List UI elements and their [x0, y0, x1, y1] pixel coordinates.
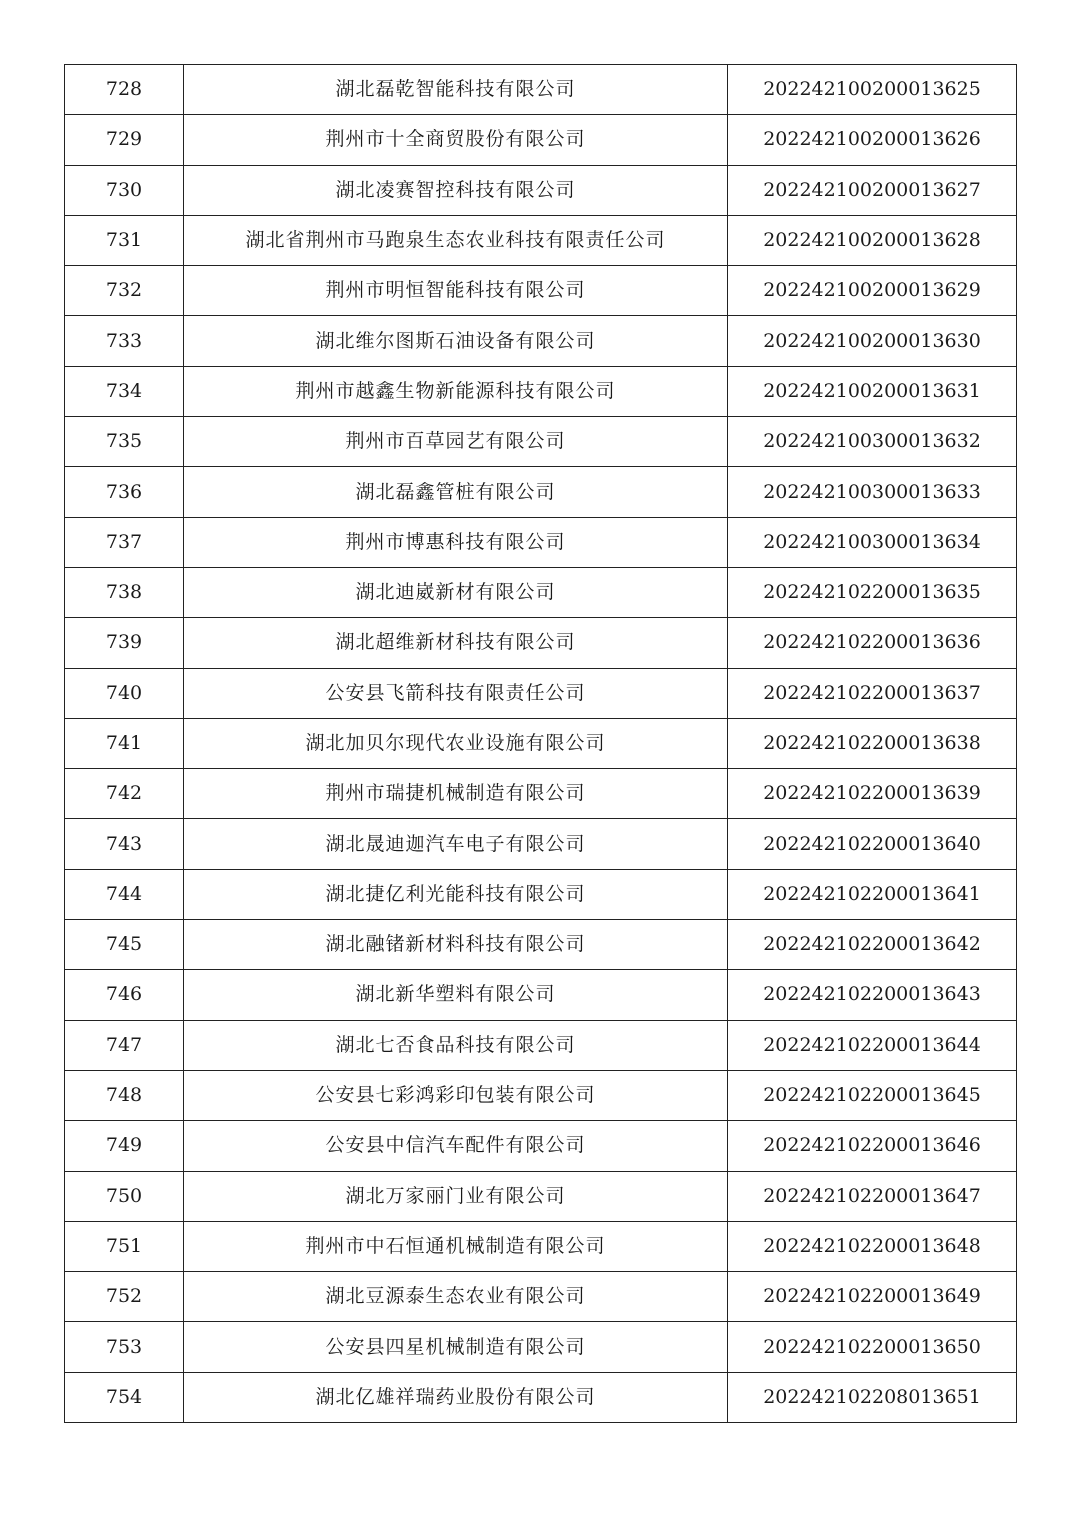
sequence-number-cell: 747 — [65, 1020, 184, 1070]
registration-code-cell: 202242102200013640 — [728, 819, 1017, 869]
registration-code-cell: 202242102200013647 — [728, 1171, 1017, 1221]
registration-code-cell: 202242102200013635 — [728, 567, 1017, 617]
table-row — [65, 718, 1017, 768]
registration-code-cell: 202242102200013650 — [728, 1322, 1017, 1372]
sequence-number-cell: 737 — [65, 517, 184, 567]
registration-code-cell: 202242102200013645 — [728, 1070, 1017, 1120]
table-row — [65, 1020, 1017, 1070]
registration-code-cell: 202242102200013646 — [728, 1121, 1017, 1171]
sequence-number-cell: 741 — [65, 718, 184, 768]
table-row — [65, 1070, 1017, 1120]
table-row — [65, 215, 1017, 265]
sequence-number-cell: 728 — [65, 65, 184, 115]
company-name-cell: 湖北磊鑫管桩有限公司 — [184, 467, 728, 517]
company-name-cell: 公安县飞箭科技有限责任公司 — [184, 668, 728, 718]
registration-code-cell: 202242102200013643 — [728, 970, 1017, 1020]
registration-code-cell: 202242102200013637 — [728, 668, 1017, 718]
company-name-cell: 荆州市博惠科技有限公司 — [184, 517, 728, 567]
table-row — [65, 115, 1017, 165]
registration-code-cell: 202242100200013630 — [728, 316, 1017, 366]
table-row — [65, 819, 1017, 869]
sequence-number-cell: 743 — [65, 819, 184, 869]
registration-code-cell: 202242100200013629 — [728, 266, 1017, 316]
registration-code-cell: 202242100200013627 — [728, 165, 1017, 215]
sequence-number-cell: 748 — [65, 1070, 184, 1120]
registration-code-cell: 202242100200013628 — [728, 215, 1017, 265]
registration-code-cell: 202242102200013638 — [728, 718, 1017, 768]
company-name-cell: 公安县四星机械制造有限公司 — [184, 1322, 728, 1372]
registration-code-cell: 202242102208013651 — [728, 1372, 1017, 1422]
table-row — [65, 869, 1017, 919]
company-name-cell: 湖北新华塑料有限公司 — [184, 970, 728, 1020]
registration-code-cell: 202242100300013632 — [728, 417, 1017, 467]
company-name-cell: 湖北融锗新材料科技有限公司 — [184, 920, 728, 970]
registration-code-cell: 202242100300013634 — [728, 517, 1017, 567]
sequence-number-cell: 735 — [65, 417, 184, 467]
registration-code-cell: 202242102200013644 — [728, 1020, 1017, 1070]
company-name-cell: 荆州市越鑫生物新能源科技有限公司 — [184, 366, 728, 416]
company-name-cell: 湖北磊乾智能科技有限公司 — [184, 65, 728, 115]
table-row — [65, 316, 1017, 366]
registration-code-cell: 202242102200013648 — [728, 1221, 1017, 1271]
registration-code-cell: 202242102200013636 — [728, 618, 1017, 668]
table-row — [65, 920, 1017, 970]
company-name-cell: 公安县七彩鸿彩印包装有限公司 — [184, 1070, 728, 1120]
registration-code-cell: 202242102200013642 — [728, 920, 1017, 970]
table-row — [65, 165, 1017, 215]
company-name-cell: 湖北万家丽门业有限公司 — [184, 1171, 728, 1221]
table-row — [65, 417, 1017, 467]
company-name-cell: 湖北凌赛智控科技有限公司 — [184, 165, 728, 215]
table-row — [65, 769, 1017, 819]
sequence-number-cell: 752 — [65, 1272, 184, 1322]
registration-code-cell: 202242102200013649 — [728, 1272, 1017, 1322]
registration-code-cell: 202242100200013626 — [728, 115, 1017, 165]
registry-table — [64, 64, 1017, 1423]
registration-code-cell: 202242102200013639 — [728, 769, 1017, 819]
table-row — [65, 618, 1017, 668]
table-row — [65, 65, 1017, 115]
registration-code-cell: 202242100200013625 — [728, 65, 1017, 115]
company-name-cell: 荆州市瑞捷机械制造有限公司 — [184, 769, 728, 819]
sequence-number-cell: 740 — [65, 668, 184, 718]
table-row — [65, 1121, 1017, 1171]
sequence-number-cell: 738 — [65, 567, 184, 617]
table-row — [65, 467, 1017, 517]
company-name-cell: 湖北加贝尔现代农业设施有限公司 — [184, 718, 728, 768]
company-name-cell: 湖北捷亿利光能科技有限公司 — [184, 869, 728, 919]
sequence-number-cell: 729 — [65, 115, 184, 165]
table-row — [65, 970, 1017, 1020]
sequence-number-cell: 750 — [65, 1171, 184, 1221]
registration-code-cell: 202242100200013631 — [728, 366, 1017, 416]
table-row — [65, 567, 1017, 617]
company-name-cell: 荆州市明恒智能科技有限公司 — [184, 266, 728, 316]
table-row — [65, 1372, 1017, 1422]
table-row — [65, 1171, 1017, 1221]
company-name-cell: 公安县中信汽车配件有限公司 — [184, 1121, 728, 1171]
company-name-cell: 荆州市十全商贸股份有限公司 — [184, 115, 728, 165]
sequence-number-cell: 754 — [65, 1372, 184, 1422]
company-name-cell: 湖北晟迪迦汽车电子有限公司 — [184, 819, 728, 869]
table-row — [65, 1322, 1017, 1372]
table-body — [65, 65, 1017, 1423]
company-name-cell: 荆州市中石恒通机械制造有限公司 — [184, 1221, 728, 1271]
table-row — [65, 366, 1017, 416]
sequence-number-cell: 745 — [65, 920, 184, 970]
company-name-cell: 湖北省荆州市马跑泉生态农业科技有限责任公司 — [184, 215, 728, 265]
registration-code-cell: 202242100300013633 — [728, 467, 1017, 517]
company-name-cell: 湖北维尔图斯石油设备有限公司 — [184, 316, 728, 366]
sequence-number-cell: 749 — [65, 1121, 184, 1171]
sequence-number-cell: 730 — [65, 165, 184, 215]
company-name-cell: 湖北亿雄祥瑞药业股份有限公司 — [184, 1372, 728, 1422]
table-row — [65, 517, 1017, 567]
sequence-number-cell: 734 — [65, 366, 184, 416]
registration-code-cell: 202242102200013641 — [728, 869, 1017, 919]
sequence-number-cell: 744 — [65, 869, 184, 919]
sequence-number-cell: 736 — [65, 467, 184, 517]
sequence-number-cell: 742 — [65, 769, 184, 819]
sequence-number-cell: 731 — [65, 215, 184, 265]
company-name-cell: 荆州市百草园艺有限公司 — [184, 417, 728, 467]
company-name-cell: 湖北迪崴新材有限公司 — [184, 567, 728, 617]
table-row — [65, 1272, 1017, 1322]
company-name-cell: 湖北超维新材科技有限公司 — [184, 618, 728, 668]
company-name-cell: 湖北七否食品科技有限公司 — [184, 1020, 728, 1070]
sequence-number-cell: 732 — [65, 266, 184, 316]
sequence-number-cell: 751 — [65, 1221, 184, 1271]
table-row — [65, 668, 1017, 718]
table-row — [65, 1221, 1017, 1271]
company-name-cell: 湖北豆源泰生态农业有限公司 — [184, 1272, 728, 1322]
sequence-number-cell: 746 — [65, 970, 184, 1020]
table-row — [65, 266, 1017, 316]
sequence-number-cell: 739 — [65, 618, 184, 668]
sequence-number-cell: 733 — [65, 316, 184, 366]
sequence-number-cell: 753 — [65, 1322, 184, 1372]
